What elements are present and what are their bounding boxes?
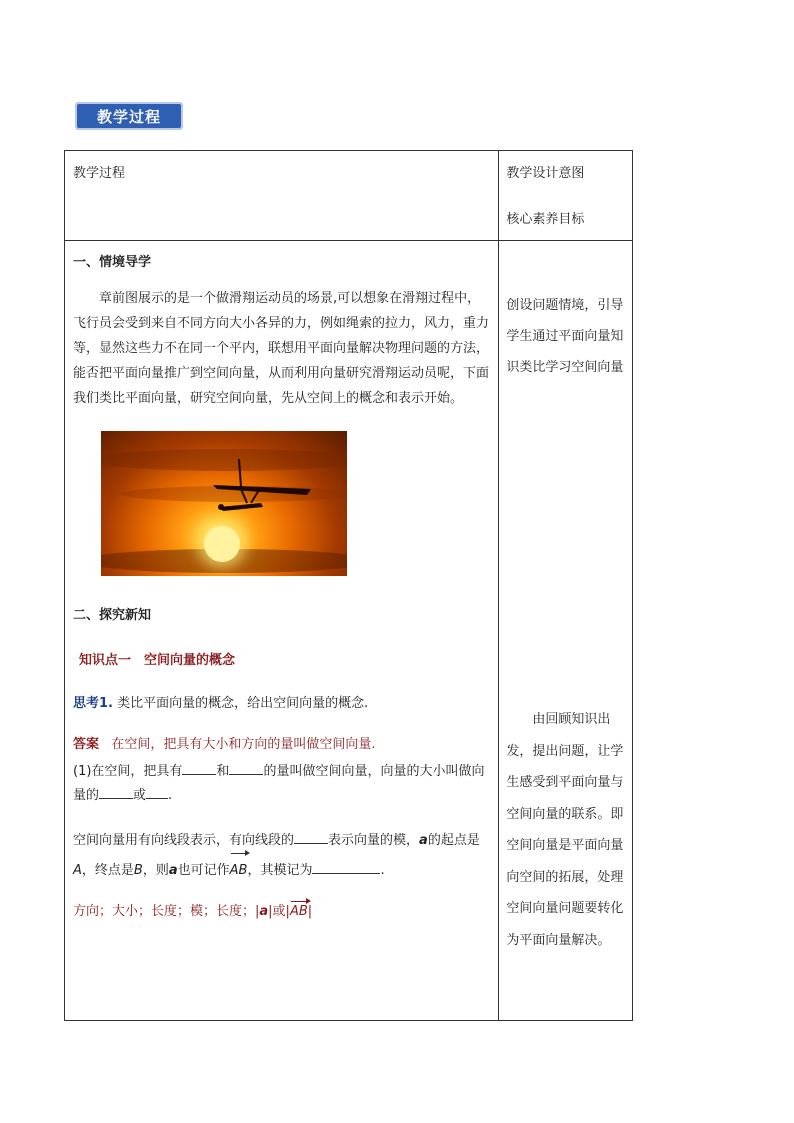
repr-text: 空间向量用有向线段表示，有向线段的 — [73, 833, 295, 848]
fill-text: (1)在空间，把具有 — [73, 764, 183, 779]
repr-text: 也可记作 — [177, 863, 230, 878]
vector-a-symbol: a — [168, 863, 178, 878]
header-right-label-1: 教学设计意图 — [506, 166, 585, 181]
knowledge-point-heading: 知识点一 空间向量的概念 — [79, 653, 236, 668]
vector-ab-symbol: AB — [289, 904, 308, 919]
fill-answers — [73, 900, 490, 919]
answer-text: 在空间，把具有大小和方向的量叫做空间向量. — [111, 737, 376, 752]
intent-cell — [499, 241, 633, 1021]
answers-text: | — [307, 904, 313, 919]
repr-text: 表示向量的模， — [328, 833, 420, 848]
repr-text: 的起点是 — [427, 833, 480, 848]
repr-text: . — [380, 863, 385, 878]
sun-icon — [204, 526, 240, 562]
think-label: 思考1. — [73, 696, 113, 711]
design-intent-2: 由回顾知识出发，提出问题，让学生感受到平面向量与空间向量的联系。即空间向量是平面向量向空间的拓展，处理空间向量问题要转化为平面向量解决。 — [506, 712, 624, 948]
section1-title: 一、情境导学 — [73, 255, 152, 270]
point-a-symbol: A — [73, 863, 82, 878]
section2-title: 二、探究新知 — [73, 608, 152, 623]
fill-blank — [312, 859, 380, 874]
header-left-label: 教学过程 — [73, 166, 126, 181]
representation-paragraph — [73, 826, 490, 886]
vector-a-symbol: a — [259, 904, 269, 919]
section1-paragraph: 章前图展示的是一个做滑翔运动员的场景,可以想象在滑翔过程中，飞行员会受到来自不同方向大小各异的力，例如绳索的拉力，风力，重力等，显然这些力不在同一个平内，联想用平面向量解决物理问题的方法，能否把平面向量推广到空间向量，从而利用向量研究滑翔运动员呢，下面我们类比平面向量，研究空间向量，先从空间上的概念和表示开始。 — [73, 291, 490, 406]
fill-blank — [99, 784, 133, 799]
fill-blank — [182, 760, 216, 775]
answer-label: 答案 — [73, 737, 100, 752]
fill-blank — [294, 829, 328, 844]
answers-text: |或| — [268, 904, 290, 919]
answer-line — [73, 733, 490, 752]
fill-text: . — [168, 788, 173, 803]
table-body-row — [65, 241, 633, 1021]
vector-ab-symbol: AB — [230, 856, 248, 886]
header-right-cell — [499, 151, 633, 241]
vector-a-symbol: a — [419, 833, 428, 848]
fill-blank — [146, 784, 168, 799]
repr-text: ，终点是 — [81, 863, 134, 878]
fill-in-definition — [73, 760, 490, 808]
think-question — [73, 692, 490, 711]
fill-blank — [229, 760, 263, 775]
content-cell — [65, 241, 499, 1021]
sunset-hang-glider-image — [101, 431, 347, 576]
lesson-table — [64, 150, 633, 1021]
hang-glider-icon — [211, 459, 321, 519]
table-header-row — [65, 151, 633, 241]
header-left-cell — [65, 151, 499, 241]
section-badge: 教学过程 — [75, 102, 183, 130]
repr-text: ，其模记为 — [247, 863, 313, 878]
design-intent-1: 创设问题情境，引导学生通过平面向量知识类比学习空间向量 — [506, 298, 624, 375]
fill-text: 的量叫做空间向量，向量的大小叫做向量的 — [73, 764, 485, 803]
think-text: 类比平面向量的概念，给出空间向量的概念. — [117, 696, 369, 711]
fill-text: 或 — [133, 788, 147, 803]
answers-text: 方向；大小；长度；模；长度；| — [73, 904, 260, 919]
fill-text: 和 — [216, 764, 230, 779]
header-right-label-2: 核心素养目标 — [506, 212, 585, 227]
repr-text: ，则 — [142, 863, 169, 878]
point-b-symbol: B — [133, 863, 143, 878]
